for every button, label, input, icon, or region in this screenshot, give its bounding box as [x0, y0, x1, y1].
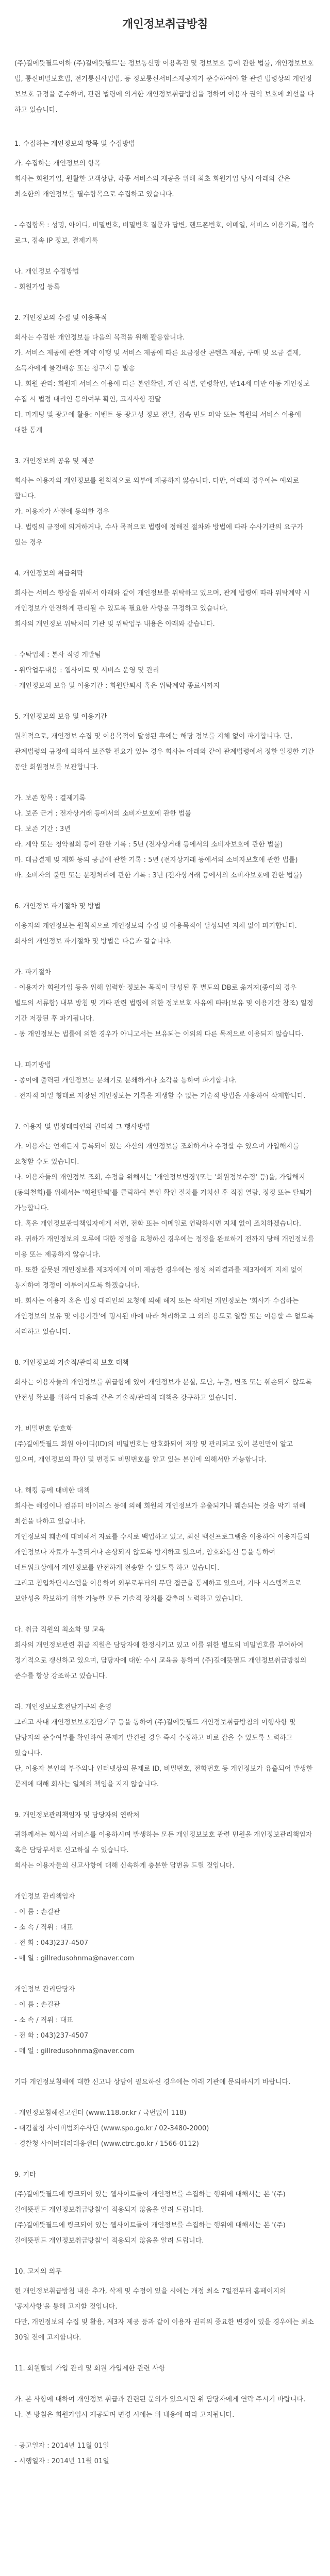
section-line: 바. 소비자의 불만 또는 분쟁처리에 관한 기록 : 3년 (전자상거래 등에서의 소비자보호에 관한 법률): [14, 872, 302, 879]
closing-date-line: - 공고일자 : 2014년 11월 01일: [14, 2442, 109, 2450]
policy-section: [14, 1355, 316, 1792]
section-line: 개인정보 관리담당자: [14, 1986, 75, 1993]
section-line: 회사는 해킹이나 컴퓨터 바이러스 등에 의해 회원의 개인정보가 유출되거나 훼손되는 것을 막기 위해 최선을 다하고 있습니다.: [14, 1502, 306, 1526]
section-line: 가. 비밀번호 암호화: [14, 1425, 73, 1433]
section-heading: 3. 개인정보의 공유 및 제공: [14, 457, 94, 465]
section-heading: 9. 개인정보관리책임자 및 담당자의 연락처: [14, 1811, 140, 1819]
section-line: 나. 개인정보 수집방법: [14, 268, 79, 276]
section-line: - 위탁업무내용 : 웹사이트 및 서비스 운영 및 관리: [14, 667, 159, 674]
section-line: 단, 이용자 본인의 부주의나 인터넷상의 문제로 ID, 비밀번호, 전화번호 등 개인정보가 유출되어 발생한 문제에 대해 회사는 일체의 책임을 지지 않습니다.: [14, 1765, 313, 1788]
section-line: - 소 속 / 직위 : 대표: [14, 1924, 73, 1931]
section-line: 회사는 회원가입, 원활한 고객상담, 각종 서비스의 제공을 위해 최초 회원가입 당시 아래와 같은 최소한의 개인정보를 필수항목으로 수집하고 있습니다.: [14, 175, 291, 198]
section-line: - 전자적 파일 형태로 저장된 개인정보는 기록을 재생할 수 없는 기술적 방법을 사용하여 삭제합니다.: [14, 1092, 306, 1100]
closing-date-line: - 시행일자 : 2014년 11월 01일: [14, 2458, 109, 2465]
policy-section: [14, 1120, 316, 1340]
section-line: - 수탁업체 : 본사 직영 개발팀: [14, 651, 101, 659]
blank-line: [14, 1967, 316, 1982]
section-line: - 메 일 : gillredusohnma@naver.com: [14, 2047, 135, 2055]
policy-section: [14, 899, 316, 1104]
section-line: 회사는 이용자들의 개인정보를 취급함에 있어 개인정보가 분실, 도난, 누출, 변조 또는 훼손되지 않도록 안전성 확보를 위하여 다음과 같은 기술적/관리적 대책을 강구하고 있습니다.: [14, 1379, 312, 1402]
section-line: 가. 수집하는 개인정보의 항목: [14, 160, 101, 167]
policy-section: [14, 709, 316, 884]
blank-line: [14, 2059, 316, 2075]
section-line: 나. 본 방침은 회원가입시 제공되며 변경 시에는 위 내용에 따라 고지됩니다.: [14, 2411, 235, 2419]
section-line: 회사의 개인정보 위탁처리 기관 및 위탁업무 내용은 아래와 같습니다.: [14, 620, 215, 628]
section-line: 그리고 사내 개인정보보호전담기구 등을 통하여 (주)길에뜻필드 개인정보취급방침의 이행사항 및 담당자의 준수여부를 확인하여 문제가 발견될 경우 즉시 수정하고 바로 잡을 수 있도록 노력하고 있습니다.: [14, 1719, 296, 1757]
blank-line: [14, 775, 316, 791]
blank-line: [14, 1874, 316, 1889]
policy-section: [14, 1808, 316, 2152]
policy-section: [14, 454, 316, 551]
section-line: 나. 회원 관리: 회원제 서비스 이용에 따른 본인확인, 개인 식별, 연령확인, 만14세 미만 아동 개인정보 수집 시 법정 대리인 동의여부 확인, 고지사항 전달: [14, 380, 310, 403]
section-line: 회사는 서비스 향상을 위해서 아래와 같이 개인정보를 위탁하고 있으며, 관계 법령에 따라 위탁계약 시 개인정보가 안전하게 관리될 수 있도록 필요한 사항을 규정하고 있습니다.: [14, 589, 310, 613]
section-line: - 회원가입 등록: [14, 283, 60, 291]
blank-line: [14, 1607, 316, 1622]
closing-dates: [14, 2438, 316, 2469]
section-line: 다만, 개인정보의 수집 및 활용, 제3자 제공 등과 같이 이용자 권리의 중요한 변경이 있을 경우에는 최소 30일 전에 고지합니다.: [14, 2318, 314, 2342]
section-heading: 7. 이용자 및 법정대리인의 권리와 그 행사방법: [14, 1123, 151, 1131]
section-line: - 대검찰청 사이버범죄수사단 (www.spo.go.kr / 02-3480-2000): [14, 2125, 209, 2132]
section-line: 현 개인정보취급방침 내용 추가, 삭제 및 수정이 있을 시에는 개정 최소 7일전부터 홈페이지의 '공지사항'을 통해 고지할 것입니다.: [14, 2287, 286, 2311]
section-line: - 동 개인정보는 법률에 의한 경우가 아니고서는 보유되는 이외의 다른 목적으로 이용되지 않습니다.: [14, 1030, 304, 1038]
section-line: (주)길에뜻필드 회원 아이디(ID)의 비밀번호는 암호화되어 저장 및 관리되고 있어 본인만이 알고 있으며, 개인정보의 확인 및 변경도 비밀번호를 알고 있는 본인에 의해서만 가능합니다.: [14, 1440, 293, 1464]
policy-sections: [14, 137, 316, 2423]
section-heading: 10. 고지의 의무: [14, 2268, 62, 2276]
blank-line: [14, 632, 316, 648]
section-line: 나. 해킹 등에 대비한 대책: [14, 1487, 90, 1495]
section-line: 라. 귀하가 개인정보의 오류에 대한 정정을 요청하신 경우에는 정정을 완료하기 전까지 당해 개인정보를 이용 또는 제공하지 않습니다.: [14, 1235, 315, 1259]
section-line: 가. 서비스 제공에 관한 계약 이행 및 서비스 제공에 따른 요금정산 콘텐츠 제공, 구매 및 요금 결제, 소득자에게 물건배송 또는 청구지 등 발송: [14, 349, 301, 372]
section-line: 기타 개인정보침해에 대한 신고나 상담이 필요하신 경우에는 아래 기관에 문의하시기 바랍니다.: [14, 2078, 291, 2086]
section-line: 개인정보의 훼손에 대비해서 자료를 수시로 백업하고 있고, 최신 백신프로그램을 이용하여 이용자들의 개인정보나 자료가 누출되거나 손상되지 않도록 방지하고 있으며, 암호화통신 등을 통하여 네트워크상에서 개인정보를 안전하게 전송할 수 있도록 하고 있습니다.: [14, 1533, 310, 1572]
blank-line: [14, 2377, 316, 2392]
section-line: - 개인정보의 보유 및 이용기간 : 회원탈퇴시 혹은 위탁계약 종료시까지: [14, 682, 220, 690]
section-line: 가. 이용자는 언제든지 등록되어 있는 자신의 개인정보를 조회하거나 수정할 수 있으며 가입해지를 요청할 수도 있습니다.: [14, 1143, 299, 1166]
policy-section: [14, 137, 316, 295]
section-heading: 1. 수집하는 개인정보의 항목 및 수집방법: [14, 140, 135, 148]
section-line: 바. 회사는 이용자 혹은 법정 대리인의 요청에 의해 해지 또는 삭제된 개인정보는 '회사가 수집하는 개인정보의 보유 및 이용기간'에 명시된 바에 따라 처리하고 그 외의 용도로 열람 또는 이용할 수 없도록 처리하고 있습니다.: [14, 1297, 314, 1336]
section-line: - 메 일 : gillredusohnma@naver.com: [14, 1955, 135, 1962]
intro-paragraph: (주)길에뜻필드이하 (주)길에뜻필드'는 정보통신망 이용촉진 및 정보보호 등에 관한 법률, 개인정보보호법, 통신비밀보호법, 전기통신사업법, 등 정보통신서비스제공자가 준수하여야 할 관련 법령상의 개인정보보호 규정을 준수하며, 관련 법령에 의거한 개인정보취급방침을 정하여 이용자 권익 보호에 최선을 다하고 있습니다.: [14, 60, 315, 114]
section-line: - 이 름 : 손길관: [14, 2001, 60, 2009]
blank-line: [14, 1684, 316, 1700]
section-line: 이용자의 개인정보는 원칙적으로 개인정보의 수집 및 이용목적이 달성되면 지체 없이 파기합니다.: [14, 922, 297, 930]
section-line: - 소 속 / 직위 : 대표: [14, 2016, 73, 2024]
section-line: 개인정보 관리책임자: [14, 1893, 75, 1901]
section-line: 회사는 이용자들의 신고사항에 대해 신속하게 충분한 답변을 드릴 것입니다.: [14, 1862, 235, 1870]
section-line: 다. 보존 기간 : 3년: [14, 825, 71, 833]
section-line: - 개인정보침해신고센터 (www.118.or.kr / 국번없이 118): [14, 2109, 187, 2117]
blank-line: [14, 2090, 316, 2106]
section-line: 다. 혹은 개인정보관리책임자에게 서면, 전화 또는 이메일로 연락하시면 지체 없이 조치하겠습니다.: [14, 1220, 302, 1228]
blank-line: [14, 1406, 316, 1421]
section-line: 회사는 수집한 개인정보를 다음의 목적을 위해 활용합니다.: [14, 334, 185, 342]
section-line: 나. 이용자들의 개인정보 조회, 수정을 위해서는 '개인정보변경'(또는 '회원정보수정' 등)을, 가입해지(동의철회)를 위해서는 '회원탈퇴'를 클릭하여 본인 확인 절차를 거치신 후 직접 열람, 정정 또는 탈퇴가 가능합니다.: [14, 1174, 312, 1212]
section-heading: 6. 개인정보 파기절차 및 방법: [14, 903, 101, 910]
policy-section: [14, 2264, 316, 2423]
section-line: (주)길에뜻필드에 링크되어 있는 웹사이트들이 개인정보를 수집하는 행위에 대해서는 본 '(주)길에뜻필드 개인정보취급방침'이 적용되지 않음을 알려 드립니다.: [14, 2222, 286, 2245]
blank-line: [14, 1042, 316, 1058]
section-line: 나. 법령의 규정에 의거하거나, 수사 목적으로 법령에 정해진 절차와 방법에 따라 수사기관의 요구가 있는 경우: [14, 523, 304, 547]
section-line: - 종이에 출력된 개인정보는 분쇄기로 분쇄하거나 소각을 통하여 파기합니다.: [14, 1077, 237, 1084]
blank-line: [14, 202, 316, 218]
blank-line: [14, 950, 316, 965]
blank-line: [14, 2346, 316, 2361]
section-line: 원칙적으로, 개인정보 수집 및 이용목적이 달성된 후에는 해당 정보를 지체 없이 파기합니다. 단, 관계법령의 규정에 의하여 보존할 필요가 있는 경우 회사는 아래와 같이 관계법령에서 정한 일정한 기간 동안 회원정보를 보관합니다.: [14, 733, 315, 771]
section-line: - 이 름 : 손길관: [14, 1908, 60, 1916]
section-line: 회사는 이용자의 개인정보를 원칙적으로 외부에 제공하지 않습니다. 다만, 아래의 경우에는 예외로 합니다.: [14, 477, 299, 500]
section-line: 11. 회원탈퇴 가입 관리 및 회원 가입제한 관련 사항: [14, 2365, 166, 2372]
section-line: - 경찰청 사이버테러대응센터 (www.ctrc.go.kr / 1566-0112): [14, 2140, 199, 2148]
section-line: 회사의 개인정보관련 취급 직원은 담당자에 한정시키고 있고 이를 위한 별도의 비밀번호를 부여하여 정기적으로 갱신하고 있으며, 담당자에 대한 수시 교육을 통하여 (주)길에뜻필드 개인정보취급방침의 준수를 항상 강조하고 있습니다.: [14, 1641, 307, 1680]
section-line: 가. 본 사항에 대하여 개인정보 취급과 관련된 문의가 있으시면 위 담당자에게 연락 주시기 바랍니다.: [14, 2396, 306, 2403]
section-line: 가. 파기절차: [14, 969, 52, 976]
section-heading: 9. 기타: [14, 2171, 36, 2179]
section-line: - 수집항목 : 성명, 아이디, 비밀번호, 비밀번호 질문과 답변, 핸드폰번호, 이메일, 서비스 이용기록, 접속 로그, 접속 IP 정보, 결제기록: [14, 222, 315, 245]
section-line: 다. 취급 직원의 최소화 및 교육: [14, 1626, 105, 1634]
blank-line: [14, 249, 316, 264]
section-line: 마. 대금결제 및 재화 등의 공급에 관한 기록 : 5년 (전자상거래 등에서의 소비자보호에 관한 법률): [14, 856, 298, 864]
section-line: 다. 마케팅 및 광고에 활용: 이벤트 등 광고성 정보 전달, 접속 빈도 파악 또는 회원의 서비스 이용에 대한 통계: [14, 411, 301, 434]
section-line: (주)길에뜻필드에 링크되어 있는 웹사이트들이 개인정보를 수집하는 행위에 대해서는 본 '(주)길에뜻필드 개인정보취급방침'이 적용되지 않음을 알려 드립니다.: [14, 2191, 286, 2214]
section-heading: 8. 개인정보의 기술적/관리적 보호 대책: [14, 1359, 129, 1367]
section-line: - 전 화 : 043)237-4507: [14, 2032, 89, 2040]
section-line: 라. 계약 또는 청약철회 등에 관한 기록 : 5년 (전자상거래 등에서의 소비자보호에 관한 법률): [14, 841, 283, 849]
section-line: - 이용자가 회원가입 등을 위해 입력한 정보는 목적이 달성된 후 별도의 DB로 옮겨져(종이의 경우 별도의 서류함) 내부 방침 및 기타 관련 법령에 의한 정보보호 사유에 따라(보유 및 이용기간 참조) 일정 기간 저장된 후 파기됩니다.: [14, 984, 314, 1023]
section-line: 귀하께서는 회사의 서비스를 이용하시며 발생하는 모든 개인정보보호 관련 민원을 개인정보관리책임자 혹은 담당부서로 신고하실 수 있습니다.: [14, 1831, 312, 1854]
section-line: - 전 화 : 043)237-4507: [14, 1939, 89, 1947]
section-line: 가. 보존 항목 : 결제기록: [14, 794, 86, 802]
section-heading: 4. 개인정보의 취급위탁: [14, 570, 84, 578]
section-line: 라. 개인정보보호전담기구의 운영: [14, 1703, 112, 1711]
policy-section: [14, 311, 316, 438]
section-line: 가. 이용자가 사전에 동의한 경우: [14, 508, 109, 516]
section-line: 나. 보존 근거 : 전자상거래 등에서의 소비자보호에 관한 법률: [14, 810, 191, 818]
policy-section: [14, 566, 316, 694]
section-heading: 2. 개인정보의 수집 및 이용목적: [14, 314, 107, 322]
blank-line: [14, 1468, 316, 1483]
section-line: 그리고 침입차단시스템을 이용하여 외부로부터의 무단 접근을 통제하고 있으며, 기타 시스템적으로 보안성을 확보하기 위한 가능한 모든 기술적 장치를 갖추려 노력하고 있습니다.: [14, 1580, 302, 1603]
section-line: 마. 또한 잘못된 개인정보를 제3자에게 이미 제공한 경우에는 정정 처리결과를 제3자에게 지체 없이 통지하여 정정이 이루어지도록 하겠습니다.: [14, 1266, 304, 1290]
page-title: 개인정보취급방침: [122, 18, 208, 31]
section-line: 회사의 개인정보 파기절차 및 방법은 다음과 같습니다.: [14, 938, 172, 945]
section-heading: 5. 개인정보의 보유 및 이용기간: [14, 713, 107, 721]
section-line: 나. 파기방법: [14, 1061, 52, 1069]
policy-section: [14, 2167, 316, 2249]
